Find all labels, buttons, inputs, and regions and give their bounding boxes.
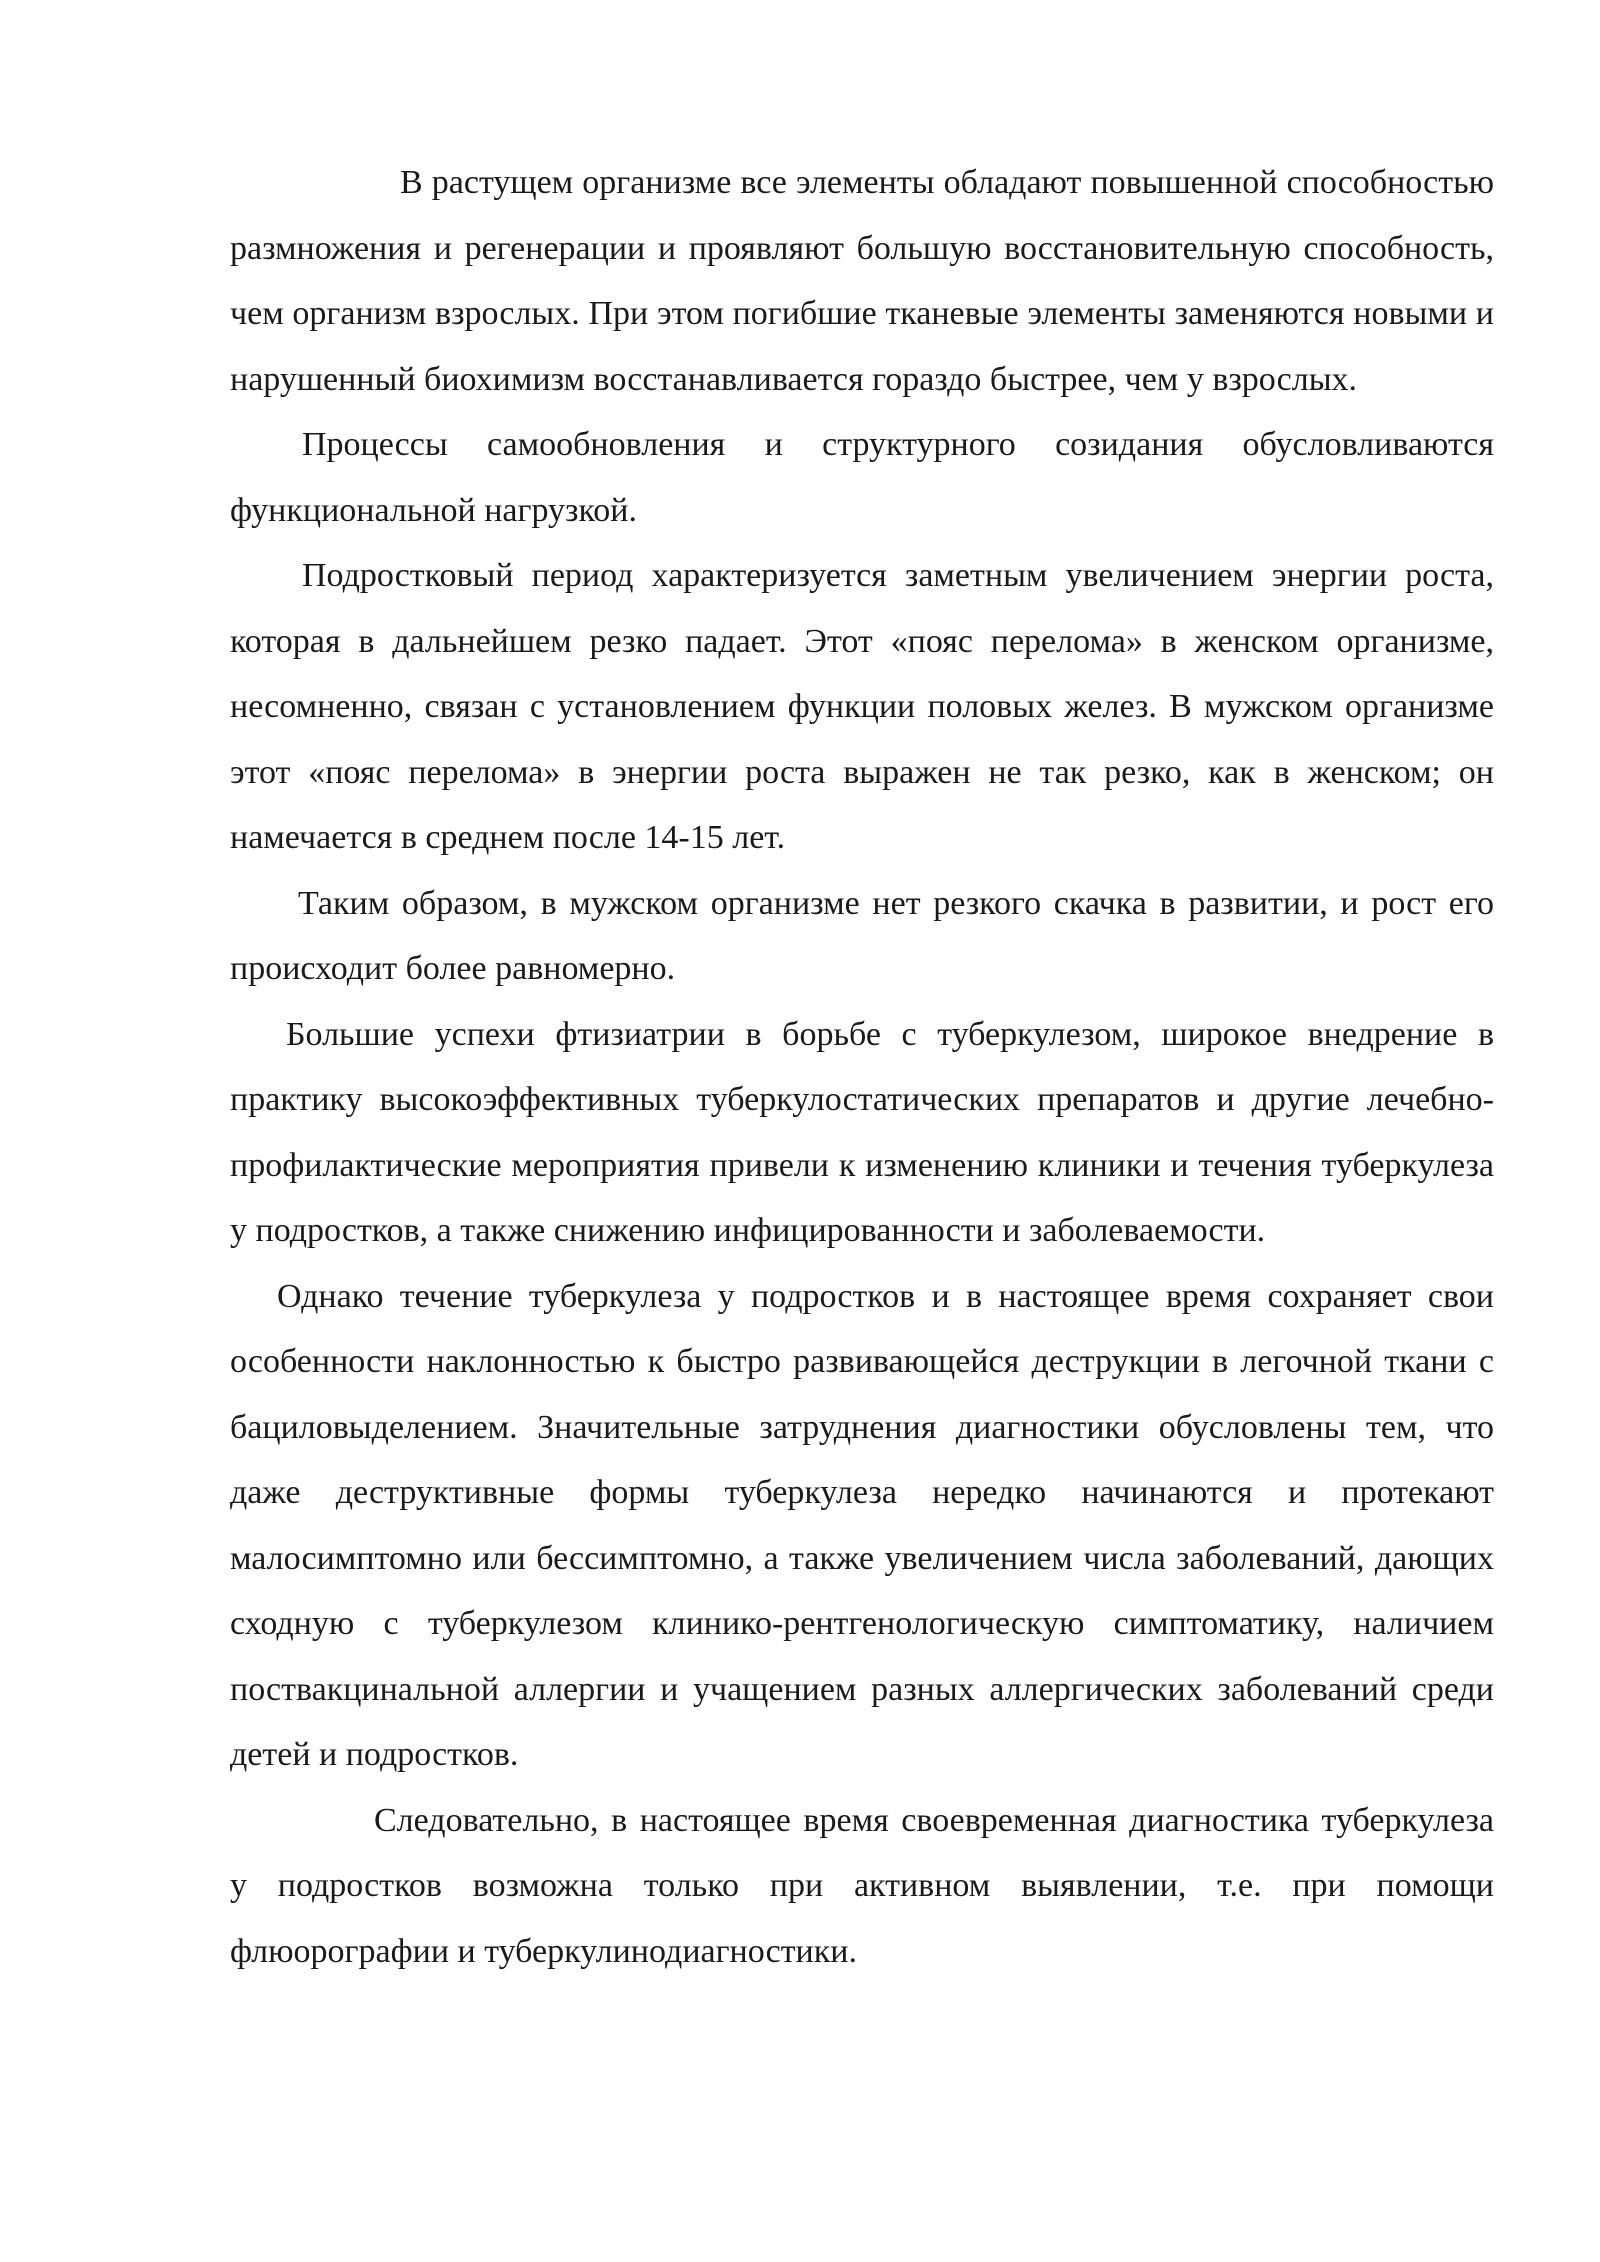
paragraph-6: Однако течение туберкулеза у подростков и в настоящее время сохраняет свои особенности наклонностью к быстро развивающейся деструкции в легочной ткани с бациловыделением. Значительные затруднения диагностики обусловлены тем, что даже деструктивные формы туберкулеза нередко начинаются и протекают малосимптомно или бессимптомно, а также увеличением числа заболеваний, дающих сходную с туберкулезом клинико-рентгенологическую симптоматику, наличием поствакцинальной аллергии и учащением разных аллергических заболеваний среди детей и подростков. <box>230 1277 1494 1773</box>
paragraph-2: Процессы самообновления и структурного созидания обусловливаются функциональной нагрузкой. <box>230 426 1494 529</box>
paragraph-7: Следовательно, в настоящее время своевременная диагностика туберкулеза у подростков возможна только при активном выявлении, т.е. при помощи флюорографии и туберкулинодиагностики. <box>230 1801 1494 1970</box>
paragraph-3: Подростковый период характеризуется заметным увеличением энергии роста, которая в дальнейшем резко падает. Этот «пояс перелома» в женском организме, несомненно, связан с установлением функции половых желез. В мужском организме этот «пояс перелома» в энергии роста выражен не так резко, как в женском; он намечается в среднем после 14-15 лет. <box>230 557 1494 856</box>
paragraph-4: Таким образом, в мужском организме нет резкого скачка в развитии, и рост его происходит более равномерно. <box>230 884 1494 987</box>
paragraph-5: Большие успехи фтизиатрии в борьбе с туберкулезом, широкое внедрение в практику высокоэффективных туберкулостатических препаратов и другие лечебно-профилактические мероприятия привели к изменению клиники и течения туберкулеза у подростков, а также снижению инфицированности и заболеваемости. <box>230 1015 1494 1249</box>
document-body <box>230 150 1494 1984</box>
paragraph-1: В растущем организме все элементы обладают повышенной способностью размножения и регенерации и проявляют большую восстановительную способность, чем организм взрослых. При этом погибшие тканевые элементы заменяются новыми и нарушенный биохимизм восстанавливается гораздо быстрее, чем у взрослых. <box>230 164 1494 398</box>
